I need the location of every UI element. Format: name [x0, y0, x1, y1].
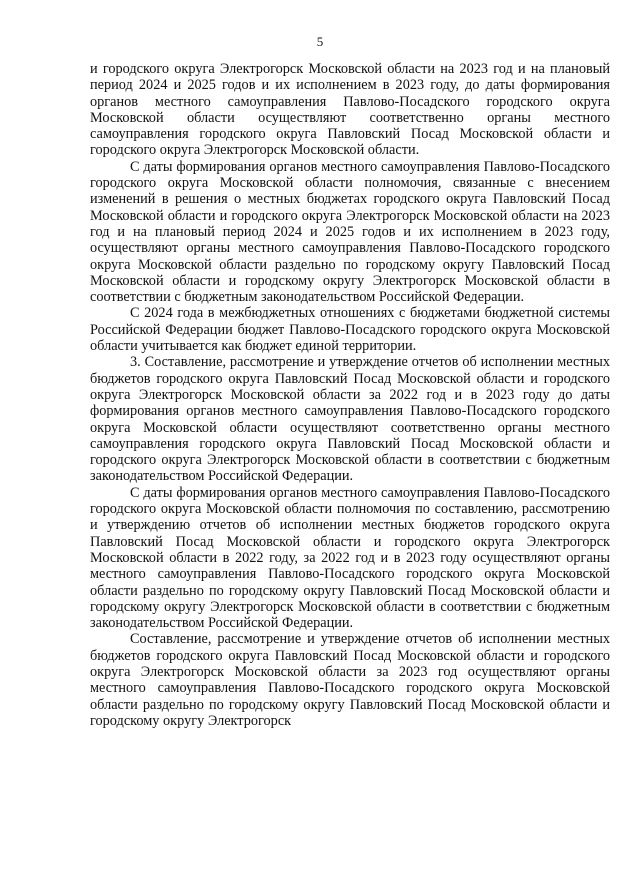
paragraph-item-3-reports: 3. Составление, рассмотрение и утверждение отчетов об исполнении местных бюджетов городского округа Павловский Посад Московской области и городского округа Электрогорск Московской области за 2022 год и в 2023 году до даты формирования органов местного самоуправления Павлово-Посадского городского округа Московской области осуществляют соответственно органы местного самоуправления городского округа Павловский Посад Московской области и городского округа Электрогорск Московской области в соответствии с бюджетным законодательством Российской Федерации.	[90, 354, 610, 485]
paragraph-report-powers: С даты формирования органов местного самоуправления Павлово-Посадского городского округа Московской области полномочия по составлению, рассмотрению и утверждению отчетов об исполнении местных бюджетов городского округа Павловский Посад Московской области и городского округа Электрогорск Московской области в 2022 году, за 2022 год и в 2023 году осуществляют органы местного самоуправления Павлово-Посадского городского округа Московской области раздельно по городскому округу Павловский Посад Московской области и городскому округу Электрогорск Московской области в соответствии с бюджетным законодательством Российской Федерации.	[90, 484, 610, 632]
paragraph-single-territory-budget: С 2024 года в межбюджетных отношениях с бюджетами бюджетной системы Российской Федерации бюджет Павлово-Посадского городского округа Московской области учитывается как бюджет единой территории.	[90, 305, 610, 355]
paragraph-continuation: и городского округа Электрогорск Московской области на 2023 год и на плановый период 2024 и 2025 годов и их исполнением в 2023 году, до даты формирования органов местного самоуправления Павлово-Посадского городского округа Московской области осуществляют соответственно органы местного самоуправления городского округа Павловский Посад Московской области и городского округа Электрогорск Московской области.	[90, 61, 610, 159]
document-body	[90, 61, 610, 729]
paragraph-amendment-powers: С даты формирования органов местного самоуправления Павлово-Посадского городского округа Московской области полномочия, связанные с внесением изменений в решения о местных бюджетах городского округа Павловский Посад Московской области и городского округа Электрогорск Московской области на 2023 год и на плановый период 2024 и 2025 годов и их исполнением в 2023 году, осуществляют органы местного самоуправления Павлово-Посадского городского округа Московской области раздельно по городскому округу Павловский Посад Московской области и городскому округу Электрогорск Московской области в соответствии с бюджетным законодательством Российской Федерации.	[90, 158, 610, 306]
paragraph-2023-reports: Составление, рассмотрение и утверждение отчетов об исполнении местных бюджетов городского округа Павловский Посад Московской области и городского округа Электрогорск Московской области за 2023 год осуществляют органы местного самоуправления Павлово-Посадского городского округа Московской области раздельно по городскому округу Павловский Посад Московской области и городскому округу Электрогорск	[90, 631, 610, 729]
page-number: 5	[316, 34, 324, 49]
